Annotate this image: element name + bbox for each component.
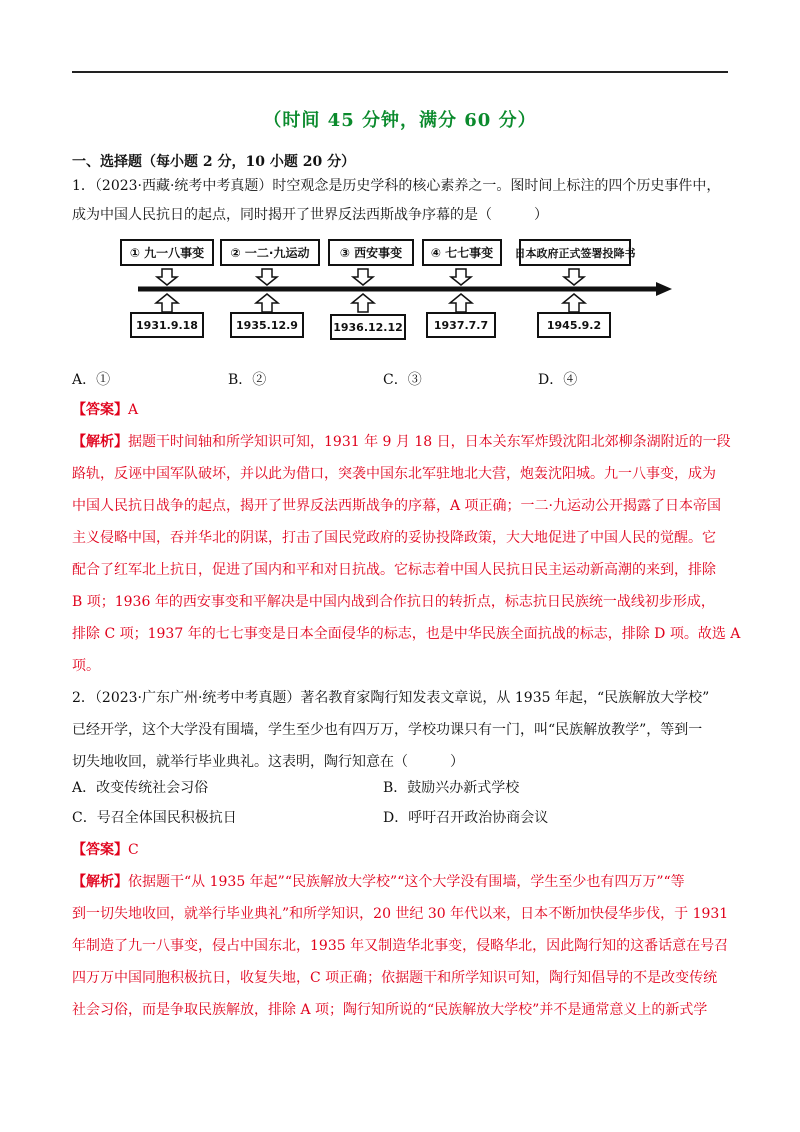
q1-stem-line1: 1．（2023·西藏·统考中考真题）时空观念是历史学科的核心素养之一。图时间上标注的四个历史事件中， [72, 178, 721, 194]
q1-analysis-line2: 路轨，反诬中国军队破坏，并以此为借口，突袭中国东北军驻地北大营，炮轰沈阳城。九一八事变，成为 [72, 466, 716, 482]
event-box-3: ③ 西安事变 [328, 239, 414, 266]
event-box-2: ② 一二·九运动 [220, 239, 320, 266]
q1-stem-line2: 成为中国人民抗日的起点，同时揭开了世界反法西斯战争序幕的是（ ） [72, 207, 548, 223]
exam-subtitle: （时间 45 分钟，满分 60 分） [263, 110, 537, 131]
date-arrow-3 [352, 294, 374, 312]
q1-option-c: C．③ [383, 372, 422, 388]
date-arrow-2 [256, 294, 278, 312]
event-arrow-5 [564, 269, 584, 285]
q1-analysis-line1: 【解析】据题干时间轴和所学知识可知，1931 年 9 月 18 日，日本关东军炸毁沈阳北郊柳条湖附近的一段 [72, 434, 731, 450]
analysis-tag: 【解析】 [72, 874, 128, 890]
q2-option-a: A．改变传统社会习俗 [72, 780, 209, 796]
event-box-1: ① 九一八事变 [120, 239, 214, 266]
q2-option-d: D．呼吁召开政治协商会议 [383, 810, 549, 826]
event-arrow-4 [451, 269, 471, 285]
q2-answer [72, 834, 732, 866]
q1-analysis-line5: 配合了红军北上抗日，促进了国内和平和对日抗战。它标志着中国人民抗日民主运动新高潮的来到，排除 [72, 562, 716, 578]
date-box-2: 1935.12.9 [230, 312, 304, 338]
q1-analysis-line6: B 项；1936 年的西安事变和平解决是中国内战到合作抗日的转折点，标志抗日民族统一战线初步形成， [72, 594, 715, 610]
date-arrow-1 [156, 294, 178, 312]
q1-analysis-line7: 排除 C 项；1937 年的七七事变是日本全面侵华的标志，也是中华民族全面抗战的标志，排除 D 项。故选 A [72, 626, 741, 642]
answer-tag: 【答案】 [72, 402, 128, 418]
q2-option-c: C．号召全体国民积极抗日 [72, 810, 237, 826]
date-arrows [156, 294, 585, 312]
event-box-4: ④ 七七事变 [422, 239, 502, 266]
event-box-5: 日本政府正式签署投降书 [519, 239, 631, 266]
analysis-tag: 【解析】 [72, 434, 128, 450]
q2-stem-line2: 已经开学，这个大学没有围墙，学生至少也有四万万，学校功课只有一门，叫“民族解放教学”，等到一 [72, 722, 703, 738]
q2-option-b: B．鼓励兴办新式学校 [383, 780, 520, 796]
q1-analysis-line3: 中国人民抗日战争的起点，揭开了世界反法西斯战争的序幕，A 项正确；一二·九运动公开揭露了日本帝国 [72, 498, 722, 514]
answer-value: A [128, 402, 139, 418]
timeline-arrowhead [656, 282, 672, 296]
date-arrow-4 [450, 294, 472, 312]
answer-value: C [128, 842, 139, 858]
date-box-4: 1937.7.7 [426, 312, 496, 338]
q2-analysis-line5: 社会习俗，而是争取民族解放，排除 A 项；陶行知所说的“民族解放大学校”并不是通常意义上的新式学 [72, 1002, 708, 1018]
q2-stem-line3: 切失地收回，就举行毕业典礼。这表明，陶行知意在（ ） [72, 754, 464, 770]
q2-analysis-line4: 四万万中国同胞积极抗日，收复失地，C 项正确；依据题干和所学知识可知，陶行知倡导的不是改变传统 [72, 970, 718, 986]
date-arrow-5 [563, 294, 585, 312]
date-box-3: 1936.12.12 [330, 314, 406, 340]
q2-stem-line1: 2．（2023·广东广州·统考中考真题）著名教育家陶行知发表文章说，从 1935 年起，“民族解放大学校” [72, 690, 710, 706]
event-arrow-2 [257, 269, 277, 285]
q2-analysis-line2: 到一切失地收回，就举行毕业典礼”和所学知识，20 世纪 30 年代以来，日本不断加快侵华步伐，于 1931 [72, 906, 729, 922]
header-rule [72, 71, 728, 73]
timeline-figure [120, 236, 680, 346]
event-arrow-3 [353, 269, 373, 285]
answer-tag: 【答案】 [72, 842, 128, 858]
q2-analysis-line1: 【解析】依据题干“从 1935 年起”“民族解放大学校”“这个大学没有围墙，学生至少也有四万万”“等 [72, 874, 685, 890]
event-arrows [157, 269, 584, 285]
section-heading: 一、选择题（每小题 2 分，10 小题 20 分） [72, 154, 356, 170]
event-arrow-1 [157, 269, 177, 285]
q1-answer [72, 394, 732, 426]
date-box-1: 1931.9.18 [130, 312, 204, 338]
q1-analysis-line4: 主义侵略中国，吞并华北的阴谋，打击了国民党政府的妥协投降政策，大大地促进了中国人民的觉醒。它 [72, 530, 716, 546]
q1-option-b: B．② [228, 372, 267, 388]
q1-option-d: D．④ [538, 372, 578, 388]
date-box-5: 1945.9.2 [537, 312, 611, 338]
q1-option-a: A．① [72, 372, 111, 388]
q2-analysis-line3: 年制造了九一八事变，侵占中国东北，1935 年又制造华北事变，侵略华北，因此陶行知的这番话意在号召 [72, 938, 729, 954]
q1-analysis-line8: 项。 [72, 658, 100, 674]
